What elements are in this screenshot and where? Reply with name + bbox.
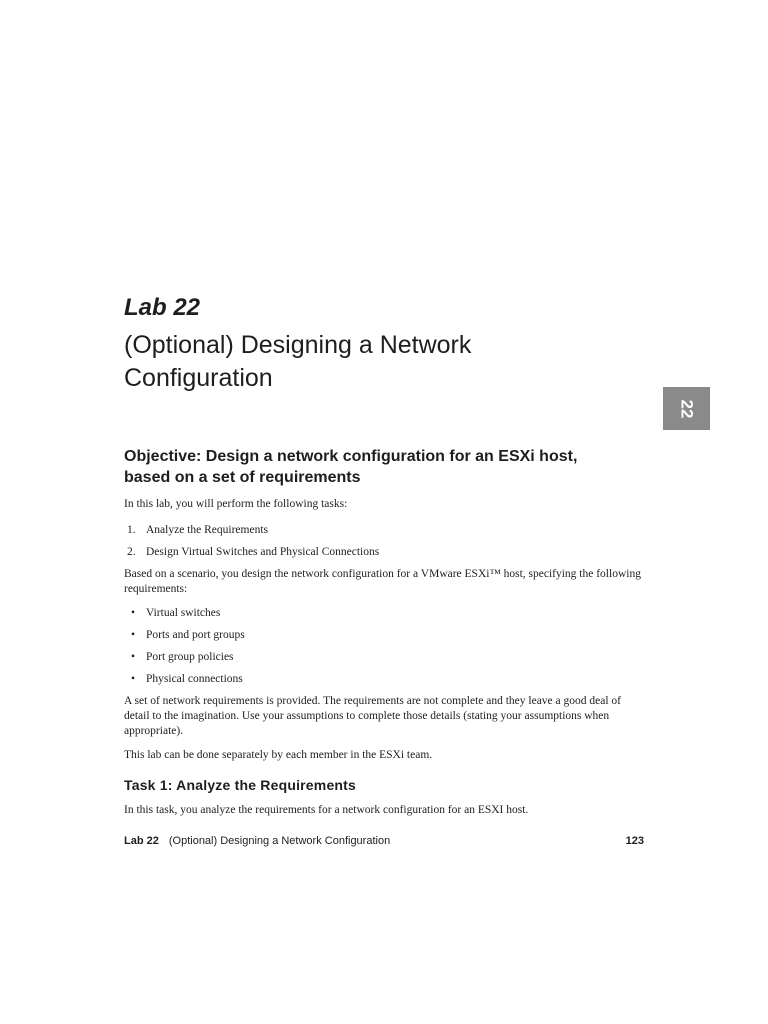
- footer-lab-number: Lab 22: [124, 835, 159, 847]
- scenario-text: Based on a scenario, you design the network configuration for a VMware ESXi™ host, specifying the following requirements:: [124, 568, 641, 595]
- list-item-text: Design Virtual Switches and Physical Connections: [146, 546, 380, 558]
- list-item-text: Ports and port groups: [146, 629, 245, 641]
- page-number: 123: [625, 835, 644, 847]
- requirement-list-item: [124, 606, 624, 621]
- task1-text: In this task, you analyze the requirements for a network configuration for an ESXI host.: [124, 804, 529, 816]
- task-list-item: [124, 523, 624, 538]
- list-bullet: •: [131, 673, 136, 685]
- list-number: 2.: [127, 546, 136, 558]
- requirement-list-item: [124, 672, 624, 687]
- list-bullet: •: [131, 651, 136, 663]
- network-note-text: A set of network requirements is provided. The requirements are not complete and they leave a good deal of detail to the imagination. Use your assumptions to complete those details (stating your assumptions when appropriate).: [124, 695, 621, 737]
- footer-title: (Optional) Designing a Network Configuration: [168, 835, 391, 847]
- list-item-text: Physical connections: [146, 673, 243, 685]
- objective-heading: Objective: Design a network configuration for an ESXi host, based on a set of requirements: [124, 448, 578, 486]
- team-note-text: This lab can be done separately by each member in the ESXi team.: [124, 749, 433, 761]
- lab-number: Lab 22: [124, 294, 201, 321]
- list-item-text: Port group policies: [146, 651, 234, 663]
- list-item-text: Analyze the Requirements: [146, 524, 268, 536]
- lab-title: (Optional) Designing a Network Configuration: [124, 331, 472, 392]
- task1-heading: Task 1: Analyze the Requirements: [124, 777, 357, 793]
- page-footer: [124, 834, 644, 849]
- intro-text: In this lab, you will perform the following tasks:: [124, 498, 348, 510]
- list-item-text: Virtual switches: [146, 607, 221, 619]
- requirement-list-item: [124, 628, 624, 643]
- requirement-list-item: [124, 650, 624, 665]
- list-bullet: •: [131, 629, 136, 641]
- list-bullet: •: [131, 607, 136, 619]
- task-list-item: [124, 545, 624, 560]
- chapter-tab-label: 22: [677, 399, 697, 418]
- chapter-tab-marker: [663, 387, 710, 430]
- list-number: 1.: [127, 524, 136, 536]
